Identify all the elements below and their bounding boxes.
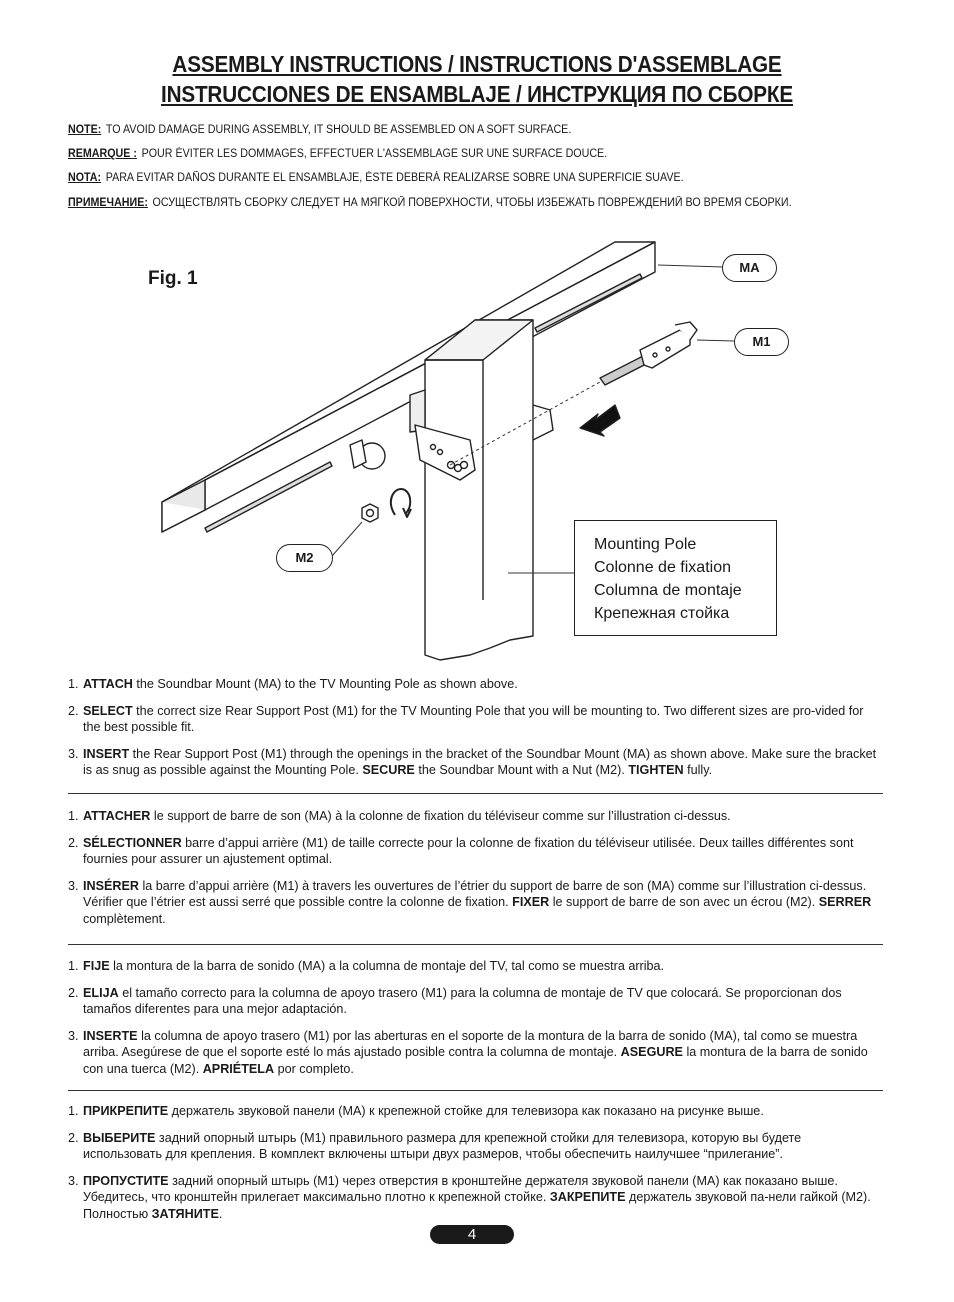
note-es — [68, 172, 684, 184]
step-text — [83, 808, 883, 825]
step-body: держатель звуковой па-нели гайкой (М2). Полностью — [83, 1190, 871, 1221]
step-verb: APRIÉTELA — [202, 1061, 275, 1076]
title-line-2: INSTRUCCIONES DE ENSAMBLAJE / ИНСТРУКЦИЯ ПО СБОРКЕ — [161, 81, 793, 107]
step-body: le support de barre de son avec un écrou (M2). — [549, 895, 819, 909]
step-verb: ВЫБЕРИТЕ — [83, 1130, 156, 1145]
step-number: 3. — [68, 878, 79, 893]
note-text: TO AVOID DAMAGE DURING ASSEMBLY, IT SHOULD BE ASSEMBLED ON A SOFT SURFACE. — [105, 124, 572, 136]
step-verb: INSÉRER — [83, 878, 139, 893]
step-body: fully. — [683, 763, 713, 777]
steps-spanish — [68, 958, 883, 1087]
step-verb: SELECT — [83, 703, 133, 718]
step-verb: FIJE — [83, 959, 110, 973]
step-item — [68, 746, 883, 779]
step-text — [83, 703, 883, 736]
step-number: 3. — [68, 1028, 79, 1043]
step-body: the Soundbar Mount with a Nut (M2). — [414, 763, 629, 777]
step-number: 2. — [68, 703, 79, 718]
note-label: ПРИМЕЧАНИЕ: — [68, 197, 148, 209]
step-verb: ELIJA — [83, 985, 119, 1000]
note-text: POUR ÉVITER LES DOMMAGES, EFFECTUER L'ASSEMBLAGE SUR UNE SURFACE DOUCE. — [141, 148, 608, 160]
step-body: barre d’appui arrière (M1) de taille correcte pour la colonne de fixation du téléviseur utilisée. Deux tailles différentes sont fournies pour assurer un ajustement optimal. — [83, 835, 854, 866]
step-body: la columna de apoyo trasero (M1) por las aberturas en el soporte de la montura de la barra de sonido (MA), tal como se muestra arriba. Asegúrese de que el soporte esté lo más ajustado posible contra la columna de montaje. — [83, 1028, 858, 1059]
note-label: REMARQUE : — [68, 148, 137, 160]
step-verb: INSERT — [83, 746, 130, 761]
step-verb: TIGHTEN — [628, 763, 684, 777]
note-ru — [68, 197, 792, 209]
mounting-pole-label-box — [574, 520, 777, 636]
step-item — [68, 1130, 883, 1163]
section-divider — [68, 944, 883, 945]
callout-ma: MA — [722, 254, 777, 282]
step-number: 2. — [68, 985, 79, 1000]
page-number: 4 — [430, 1225, 514, 1244]
step-verb: SERRER — [818, 895, 872, 909]
step-number: 1. — [68, 677, 79, 691]
pole-label-es: Columna de montaje — [594, 582, 742, 599]
step-text — [83, 958, 883, 975]
note-en — [68, 124, 571, 136]
title-line-1: ASSEMBLY INSTRUCTIONS / INSTRUCTIONS D'ASSEMBLAGE — [172, 51, 782, 77]
step-text — [83, 985, 883, 1018]
steps-russian — [68, 1103, 883, 1232]
section-divider — [68, 793, 883, 794]
step-number: 1. — [68, 1104, 79, 1118]
pole-label-ru: Крепежная стойка — [594, 605, 730, 622]
step-verb: SECURE — [362, 763, 415, 777]
step-body: la montura de la barra de sonido (MA) a la columna de montaje del TV, tal como se muestra arriba. — [109, 959, 665, 973]
steps-english — [68, 676, 883, 789]
step-verb: ЗАКРЕПИТЕ — [549, 1190, 626, 1204]
step-item — [68, 1028, 883, 1078]
note-fr — [68, 148, 607, 160]
step-text — [83, 746, 883, 779]
step-verb: ATTACHER — [83, 809, 151, 823]
step-item — [68, 835, 883, 868]
note-text: ОСУЩЕСТВЛЯТЬ СБОРКУ СЛЕДУЕТ НА МЯГКОЙ ПОВЕРХНОСТИ, ЧТОБЫ ИЗБЕЖАТЬ ПОВРЕЖДЕНИЙ ВО ВРЕМЯ СБОРКИ. — [152, 197, 792, 209]
step-item — [68, 703, 883, 736]
step-item — [68, 1103, 883, 1120]
step-item — [68, 985, 883, 1018]
step-number: 2. — [68, 1130, 79, 1145]
step-body: задний опорный штырь (M1) через отверстия в кронштейне держателя звуковой панели (МА) как показано выше. Убедитесь, что кронштейн прилегает максимально плотно к крепежной стойке. — [83, 1173, 838, 1204]
figure-label: Fig. 1 — [148, 268, 198, 289]
step-text — [83, 676, 883, 693]
step-text — [83, 1173, 883, 1223]
step-body: complètement. — [83, 911, 166, 926]
callout-m2: M2 — [276, 544, 333, 572]
step-number: 2. — [68, 835, 79, 850]
step-verb: ЗАТЯНИТЕ — [151, 1206, 219, 1221]
steps-french — [68, 808, 883, 937]
step-body: la barre d’appui arrière (M1) à travers les ouvertures de l’étrier du support de barre de son (MA) comme sur l’illustration ci-dessus. Vérifier que l’étrier est aussi serré que possible contre la colonne de fixation. — [83, 878, 867, 909]
step-body: the Rear Support Post (M1) through the openings in the bracket of the Soundbar Mount (MA) as shown above. Make sure the bracket is as snug as possible against the Mounting Pole. — [83, 746, 877, 777]
step-text — [83, 835, 883, 868]
step-verb: ASEGURE — [620, 1045, 683, 1059]
section-divider — [68, 1090, 883, 1091]
step-text — [83, 1103, 883, 1120]
step-item — [68, 676, 883, 693]
step-number: 3. — [68, 746, 79, 761]
step-verb: ПРОПУСТИТЕ — [83, 1173, 169, 1188]
pole-label-en: Mounting Pole — [594, 536, 697, 553]
step-number: 3. — [68, 1173, 79, 1188]
step-verb: SÉLECTIONNER — [83, 835, 182, 850]
step-verb: FIXER — [512, 895, 550, 909]
assembly-diagram — [0, 220, 954, 670]
note-text: PARA EVITAR DAÑOS DURANTE EL ENSAMBLAJE, ÉSTE DEBERÁ REALIZARSE SOBRE UNA SUPERFICIE SUAVE. — [105, 172, 684, 184]
step-text — [83, 878, 883, 928]
step-text — [83, 1130, 883, 1163]
step-verb: INSERTE — [83, 1028, 138, 1043]
step-number: 1. — [68, 959, 79, 973]
step-body: the Soundbar Mount (MA) to the TV Mounting Pole as shown above. — [132, 677, 518, 691]
note-label: NOTE: — [68, 124, 102, 136]
step-item — [68, 808, 883, 825]
step-body: the correct size Rear Support Post (M1) for the TV Mounting Pole that you will be mounting to. Two different sizes are pro-vided for the best possible fit. — [83, 703, 864, 734]
step-text — [83, 1028, 883, 1078]
step-verb: ПРИКРЕПИТЕ — [83, 1104, 169, 1118]
step-body: задний опорный штырь (M1) правильного размера для крепежной стойки для телевизора, которую вы будете использовать для крепления. В комплект включены штыри двух размеров, чтобы обеспечить наилучшее “прилегание”. — [83, 1130, 802, 1161]
step-verb: ATTACH — [83, 677, 133, 691]
step-body: la montura de la barra de sonido con una tuerca (M2). — [83, 1045, 868, 1076]
step-body: держатель звуковой панели (МА) к крепежной стойке для телевизора как показано на рисунке выше. — [168, 1104, 764, 1118]
callout-m1: M1 — [734, 328, 789, 356]
step-body: le support de barre de son (MA) à la colonne de fixation du téléviseur comme sur l’illustration ci-dessus. — [150, 809, 731, 823]
step-body: por completo. — [274, 1061, 354, 1076]
step-number: 1. — [68, 809, 79, 823]
step-body: el tamaño correcto para la columna de apoyo trasero (M1) para la columna de montaje de TV que colocará. Se proporcionan dos tamaños diferentes para una mejor adaptación. — [83, 985, 842, 1016]
note-label: NOTA: — [68, 172, 102, 184]
pole-label-fr: Colonne de fixation — [594, 559, 731, 576]
step-body: . — [218, 1206, 223, 1221]
step-item — [68, 958, 883, 975]
step-item — [68, 1173, 883, 1223]
step-item — [68, 878, 883, 928]
